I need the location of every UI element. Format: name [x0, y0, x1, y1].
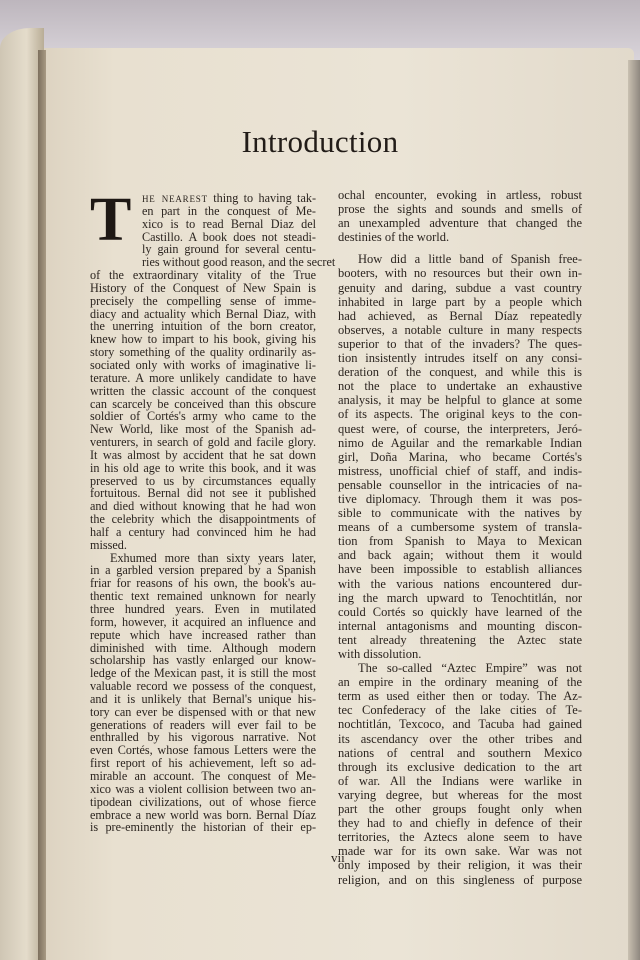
text-line: made war for its own sake. War was not	[338, 844, 582, 859]
text-line: knew how to impart to his book, giving his	[90, 332, 316, 347]
text-line: nochtitlán, Texcoco, and Tacuba had gained	[338, 717, 582, 732]
text-line: superior to that of the invaders? The ques-	[338, 336, 582, 351]
text-line: precisely the compelling sense of imme-	[90, 293, 316, 308]
text-line: means of a cumbersome system of transla-	[338, 520, 582, 535]
text-line: with dissolution.	[338, 647, 422, 661]
text-line: and died without knowing that he had won	[90, 499, 316, 514]
text-line: of its aspects. The original keys to the con-	[338, 407, 582, 422]
text-line: enthralled by his vigorous narrative. Not	[90, 730, 316, 745]
text-line: tory can ever be dispensed with or that new	[90, 704, 316, 719]
text-line: in a garbled version prepared by a Spanish	[90, 563, 316, 578]
text-line: first report of his achievement, left so ad-	[90, 756, 316, 771]
text-line: soldier of Cortés's army who came to the	[90, 409, 316, 424]
text-line: New World, like most of the Spanish ad-	[90, 422, 316, 437]
right-text-column	[338, 188, 582, 887]
text-line: diacy and actuality which Bernal Diaz, with	[90, 306, 316, 321]
text-line: quest were, of course, the interpreters, Jeró-	[338, 421, 582, 436]
text-line: had achieved, as Bernal Díaz repeatedly	[338, 308, 582, 323]
text-line: thentic text remained unknown for nearly	[90, 589, 316, 604]
text-line: xico is to read Bernal Diaz del	[142, 216, 316, 231]
text-line: tion insistently intrudes itself on any consi-	[338, 351, 582, 366]
text-line: mirable an account. The conquest of Me-	[90, 768, 316, 783]
text-line: observes, a notable culture in many respects	[338, 322, 582, 337]
text-line: an empire in the ordinary meaning of the	[338, 675, 582, 690]
text-line: genuity and daring, subdue a vast country	[338, 280, 582, 295]
text-line: The so-called “Aztec Empire” was not	[358, 661, 582, 676]
text-line: tive diplomacy. Through them it was pos-	[338, 491, 582, 506]
text-line: diminished with time. Although modern	[90, 640, 316, 655]
text-line: ochal encounter, evoking in artless, robust	[338, 188, 582, 202]
text-line: half a century had convinced him he had	[90, 524, 316, 539]
text-line: venturers, in search of gold and facile glory.	[90, 435, 316, 450]
text-line: analysis, it may be helpful to glance at some	[338, 393, 582, 408]
text-line: an unexampled adventure that changed the	[338, 216, 582, 231]
text-line: sible to communicate with the natives by	[338, 506, 582, 521]
text-line: of the extraordinary vitality of the True	[90, 268, 316, 283]
text-line: the unerring intuition of the born creator,	[90, 319, 316, 334]
text-line: can scarcely be conceived than this obscure	[90, 396, 316, 411]
text-line: tec Confederacy of the lake cities of Te-	[338, 703, 582, 718]
text-line: It was almost by accident that he sat down	[90, 447, 316, 462]
text-line: valuable record we possess of the conquest,	[90, 679, 316, 694]
text-line: have been impossible to establish alliances	[338, 562, 582, 577]
text-line: with the various nations encountered dur-	[338, 576, 582, 591]
text-line: in his old age to write this book, and it was	[90, 460, 316, 475]
chapter-title: Introduction	[241, 124, 399, 159]
text-line: ly gain ground for several centu-	[142, 242, 316, 257]
text-line: destinies of the world.	[338, 230, 450, 245]
text-line: of war. All the Indians were warlike in	[338, 773, 582, 788]
text-line: even Cortés, whose famous Letters were the	[90, 743, 316, 758]
text-line: tion from Spanish to Maya to Mexican	[338, 534, 582, 549]
text-line: mistress, unofficial chief of staff, and indis-	[338, 463, 582, 478]
text-line: varying degree, but whereas for the most	[338, 787, 582, 802]
text-line: could Cortés so quickly have learned of the	[338, 604, 582, 619]
text-line: story something of the quality ordinarily as-	[90, 345, 316, 360]
text-line: Exhumed more than sixty years later,	[110, 550, 316, 565]
text-line: terature. A more unlikely candidate to have	[90, 370, 316, 385]
text-line: is pre-eminently the historian of their ep-	[90, 820, 316, 835]
text-line: girl, Doña Marina, who became Cortés's	[338, 449, 582, 464]
text-line: fortuitous. Bernal did not see it published	[90, 486, 316, 501]
text-line: three hundred years. Even in mutilated	[90, 602, 316, 616]
first-line-text: thing to having tak-	[207, 191, 317, 205]
text-line: friar for reasons of his own, the book's au-	[90, 576, 316, 591]
text-line: missed.	[90, 537, 127, 552]
left-text-column	[90, 186, 336, 835]
paragraph-gap	[338, 244, 582, 252]
text-line: embrace a new world was born. Bernal Díaz	[90, 807, 316, 822]
book-gutter	[38, 50, 46, 960]
text-line: xico was a violent collision between two an-	[90, 781, 316, 796]
text-line: scholarship has vastly enlarged our know-	[90, 653, 316, 668]
text-line: the celebrity which the disappointments of	[90, 512, 316, 527]
text-line: nimo de Aguilar and the remarkable Indian	[338, 435, 582, 450]
text-line: repute which have increased rather than	[90, 627, 316, 642]
small-caps-opening: he nearest	[142, 191, 208, 205]
text-line: internal antagonisms and mounting discon-	[338, 618, 582, 633]
text-line: How did a little band of Spanish free-	[358, 252, 582, 267]
text-line: its ascendancy over the other tribes and	[338, 731, 582, 746]
text-line: ledge of the Mexican past, it is still the most	[90, 666, 316, 681]
text-line: they had to and chiefly in defence of their	[338, 816, 582, 831]
drop-cap: T	[90, 186, 132, 254]
text-line: en part in the conquest of Me-	[142, 203, 316, 218]
text-line: booters, with no resources but their own in-	[338, 266, 582, 281]
text-line: form, however, it acquired an influence and	[90, 614, 316, 629]
text-line: written the classic account of the conquest	[90, 383, 316, 398]
page-number: vii	[331, 850, 345, 865]
text-line: term as used either then or today. The Az-	[338, 689, 582, 704]
page-edge-shadow	[628, 60, 640, 960]
text-line: only imposed by their religion, it was their	[338, 858, 582, 873]
text-line: preserved to us by circumstances equally	[90, 473, 316, 488]
text-line: ing the march upward to Tenochtitlán, nor	[338, 590, 582, 605]
text-line: not the place to undertake an exhaustive	[338, 379, 582, 394]
text-line: pensable counsellor in the intricacies of na-	[338, 477, 582, 492]
text-line: prose the sights and sounds and smells of	[338, 202, 582, 217]
text-line: Castillo. A book does not steadi-	[142, 229, 316, 244]
text-line: and back again; without them it would	[338, 548, 582, 563]
text-line: generations of readers will ever fail to be	[90, 717, 316, 732]
text-line: nations of central and southern Mexico	[338, 745, 582, 760]
text-line: through its exclusive dedication to the art	[338, 759, 582, 774]
text-line: ries without good reason, and the secret	[142, 255, 336, 270]
text-line: territories, the Aztecs alone seem to have	[338, 830, 582, 845]
text-line: History of the Conquest of New Spain is	[90, 280, 316, 295]
text-line: tipodean civilizations, out of whose fierce	[90, 794, 316, 809]
text-line: inhabited in large part by a people which	[338, 294, 582, 309]
text-line: and it is unlikely that Bernal's unique his-	[90, 691, 316, 706]
text-line: part the other groups fought only when	[338, 802, 582, 817]
text-line: religion, and on this singleness of purpose	[338, 872, 582, 887]
text-line: deration of the conquest, and while this is	[338, 365, 582, 380]
text-line: sociated only with works of imaginative li-	[90, 357, 316, 372]
text-line: tent already threatening the Aztec state	[338, 632, 582, 647]
